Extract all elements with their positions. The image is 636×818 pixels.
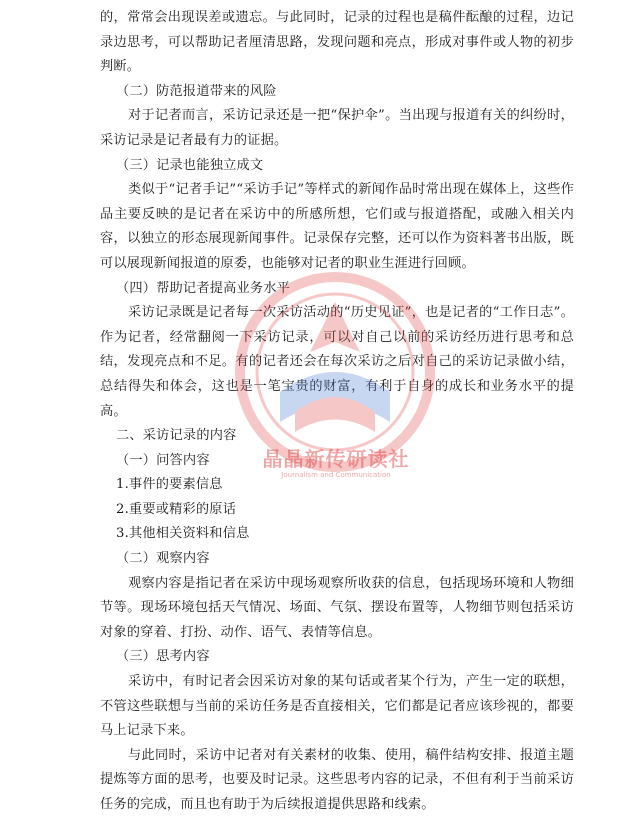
- heading-observation-content: （二）观察内容: [116, 551, 210, 567]
- paragraph-observation: 观察内容是指记者在采访中现场观察所收获的信息，包括现场环境和人物细节等。现场环境包括天气情况、场面、气氛、摆设布置等，人物细节则包括采访对象的穿着、打扮、动作、语气、表情等信息。: [100, 575, 574, 640]
- paragraph-work-log: 采访记录既是记者每一次采访活动的“历史见证”，也是记者的“工作日志”。作为记者，经常翻阅一下采访记录，可以对自己以前的采访经历进行思考和总结，发现亮点和不足。有的记者还会在每次采访之后对自己的采访记录做小结，总结得失和体会，这也是一笔宝贵的财富，有利于自身的成长和业务水平的提高。: [100, 305, 574, 419]
- heading-independent-writing: （三）记录也能独立成文: [116, 157, 264, 173]
- heading-improve-skills: （四）帮助记者提高业务水平: [116, 280, 291, 296]
- list-item-elements: 1.事件的要素信息: [116, 477, 223, 493]
- heading-thinking-content: （三）思考内容: [116, 649, 210, 665]
- heading-qa-content: （一）问答内容: [116, 452, 210, 468]
- list-item-quotes: 2.重要或精彩的原话: [116, 501, 237, 517]
- paragraph-protective-umbrella: 对于记者而言，采访记录还是一把“保护伞”。当出现与报道有关的纠纷时，采访记录是记者最有力的证据。: [100, 108, 574, 148]
- list-item-other-info: 3.其他相关资料和信息: [116, 526, 250, 542]
- heading-prevent-risk: （二）防范报道带来的风险: [116, 83, 277, 99]
- watermark-subtitle: Journalism and Communication: [281, 471, 391, 479]
- paragraph-continuation: 的，常常会出现误差或遗忘。与此同时，记录的过程也是稿件酝酿的过程，边记录边思考，可以帮助记者厘清思路，发现问题和亮点，形成对事件或人物的初步判断。: [100, 10, 574, 75]
- paragraph-associations: 采访中，有时记者会因采访对象的某句话或者某个行为，产生一定的联想，不管这些联想与当前的采访任务是否直接相关，它们都是记者应该珍视的，都要马上记录下来。: [100, 674, 574, 739]
- section-heading-content: 二、采访记录的内容: [116, 428, 237, 444]
- paragraph-reflection: 与此同时，采访中记者对有关素材的收集、使用，稿件结构安排、报道主题提炼等方面的思考，也要及时记录。这些思考内容的记录，不但有利于当前采访任务的完成，而且也有助于为后续报道提供思路和线索。: [100, 747, 574, 812]
- watermark-title: 晶晶新传研读社: [262, 447, 410, 471]
- paragraph-reporter-notes: 类似于“记者手记”“采访手记”等样式的新闻作品时常出现在媒体上，这些作品主要反映的是记者在采访中的所感所想，它们或与报道搭配，或融入相关内容，以独立的形态展现新闻事件。记录保存完整，还可以作为资料著书出版，既可以展现新闻报道的原委，也能够对记者的职业生涯进行回顾。: [100, 182, 574, 271]
